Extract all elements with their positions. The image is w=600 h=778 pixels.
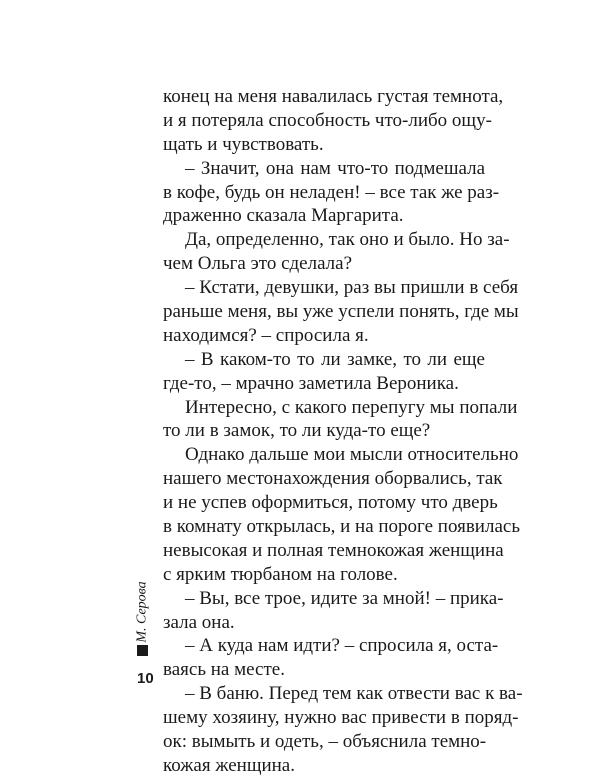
- running-header-marker-square: [137, 645, 148, 656]
- text-line: ваясь на месте.: [163, 659, 285, 681]
- page-body-text: [163, 85, 523, 778]
- text-line: щать и чувствовать.: [163, 133, 324, 155]
- text-line: и не успев оформиться, потому что дверь: [163, 492, 498, 514]
- author-name: М. Серова: [135, 581, 151, 643]
- text-line: – Значит, она нам что-то подмешала: [185, 157, 485, 179]
- text-line: Интересно, с какого перепугу мы попали: [185, 396, 518, 418]
- text-line: – А куда нам идти? – спросила я, оста-: [185, 635, 499, 657]
- text-line: – В баню. Перед тем как отвести вас к ва-: [185, 683, 523, 705]
- text-line: находимся? – спросила я.: [163, 324, 369, 346]
- text-line: где-то, – мрачно заметила Вероника.: [163, 372, 459, 394]
- running-header-author: [135, 582, 151, 642]
- text-line: чем Ольга это сделала?: [163, 253, 353, 275]
- text-line: ок: вымыть и одеть, – объяснила темно-: [163, 731, 487, 753]
- text-line: в кофе, будь он неладен! – все так же раз-: [163, 181, 500, 203]
- page-number: 10: [137, 670, 154, 687]
- text-line: – Вы, все трое, идите за мной! – прика-: [185, 587, 504, 609]
- text-line: шему хозяину, нужно вас привести в поряд-: [163, 707, 519, 729]
- text-line: зала она.: [163, 611, 235, 633]
- text-line: невысокая и полная темнокожая женщина: [163, 539, 504, 561]
- text-line: с ярким тюрбаном на голове.: [163, 563, 398, 585]
- text-line: нашего местонахождения оборвались, так: [163, 468, 503, 490]
- text-line: и я потеряла способность что-либо ощу-: [163, 109, 492, 131]
- text-line: – Кстати, девушки, раз вы пришли в себя: [185, 277, 519, 299]
- text-line: то ли в замок, то ли куда-то еще?: [163, 420, 431, 442]
- text-line: в комнату открылась, и на пороге появилась: [163, 516, 520, 538]
- text-line: конец на меня навалилась густая темнота,: [163, 86, 504, 107]
- text-line: Однако дальше мои мысли относительно: [185, 444, 519, 466]
- text-line: – В каком-то то ли замке, то ли еще: [185, 348, 485, 370]
- text-line: Да, определенно, так оно и было. Но за-: [185, 229, 510, 251]
- text-line: кожая женщина.: [163, 754, 295, 776]
- text-line: раньше меня, вы уже успели понять, где мы: [163, 301, 519, 323]
- text-line: драженно сказала Маргарита.: [163, 205, 404, 227]
